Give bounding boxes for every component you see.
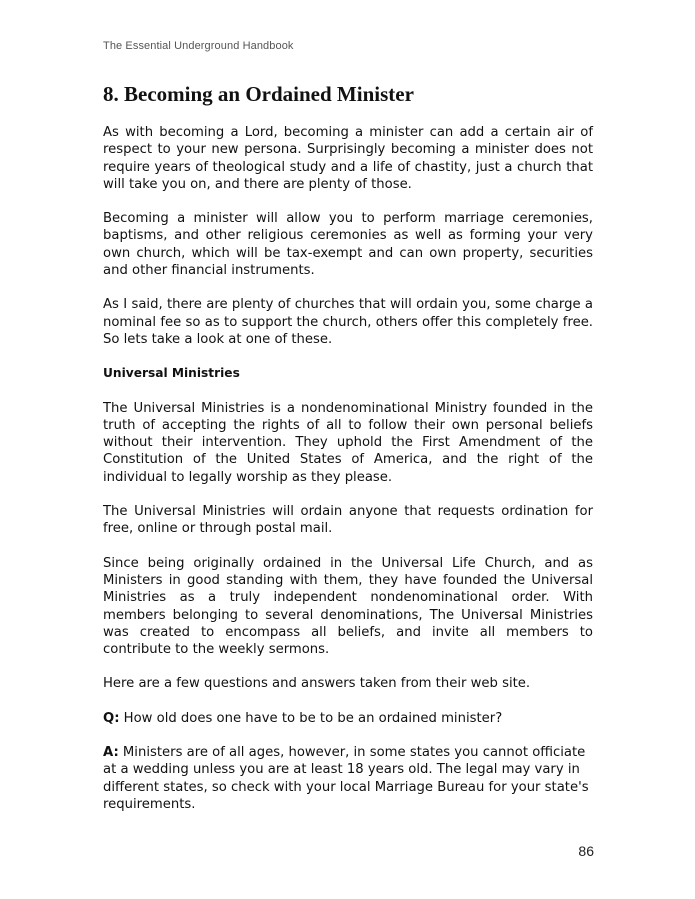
running-header: The Essential Underground Handbook — [103, 40, 294, 52]
question-text: How old does one have to be to be an ordained minister? — [119, 710, 503, 726]
question-label: Q: — [103, 710, 120, 726]
paragraph-churches: As I said, there are plenty of churches that will ordain you, some charge a nominal fee so as to support the church, others offer this completely free. So lets take a look at one of these. — [103, 297, 593, 347]
subheading-universal-ministries: Universal Ministries — [103, 366, 240, 381]
chapter-title: 8. Becoming an Ordained Minister — [103, 82, 414, 106]
paragraph-benefits: Becoming a minister will allow you to perform marriage ceremonies, baptisms, and other religious ceremonies as well as forming your very own church, which will be tax-exempt and can own property, securities and other financial instruments. — [103, 211, 593, 279]
page-number: 86 — [578, 843, 594, 859]
answer — [103, 744, 593, 813]
question — [103, 710, 593, 727]
body-text — [103, 124, 593, 830]
answer-text: Ministers are of all ages, however, in some states you cannot officiate at a wedding unless you are at least 18 years old. The legal may vary in different states, so check with your local Marriage Bureau for your state's requirements. — [103, 745, 589, 812]
paragraph-history: Since being originally ordained in the Universal Life Church, and as Ministers in good standing with them, they have founded the Universal Ministries as a truly independent nondenominational order. With members belonging to several denominations, The Universal Ministries was created to encompass all beliefs, and invite all members to contribute to the weekly sermons. — [103, 555, 593, 658]
paragraph-qa-intro: Here are a few questions and answers taken from their web site. — [103, 676, 531, 692]
paragraph-ordination: The Universal Ministries will ordain anyone that requests ordination for free, online or through postal mail. — [103, 504, 593, 537]
paragraph-intro: As with becoming a Lord, becoming a minister can add a certain air of respect to your new persona. Surprisingly becoming a minister does not require years of theological study and a life of chastity, just a church that will take you on, and there are plenty of those. — [103, 125, 593, 192]
answer-label: A: — [103, 745, 119, 761]
paragraph-universal-description: The Universal Ministries is a nondenominational Ministry founded in the truth of accepting the rights of all to follow their own personal beliefs without their intervention. They uphold the First Amendment of the Constitution of the United States of America, and the right of the individual to legally worship as they please. — [103, 400, 593, 485]
